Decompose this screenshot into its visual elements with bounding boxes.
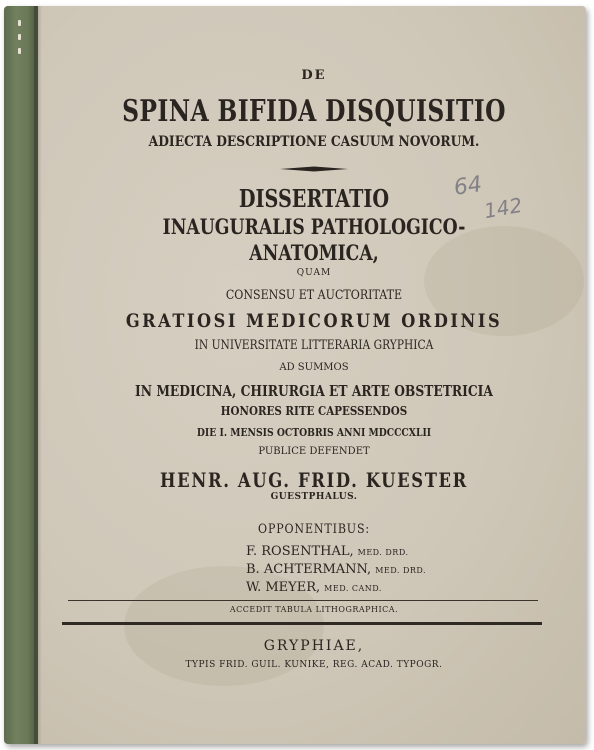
opponentibus-heading: OPPONENTIBUS: [258,522,370,537]
date-text: DIE I. MENSIS OCTOBRIS ANNI MDCCCXLII [196,426,432,439]
author-name: HENR. AUG. FRID. KUESTER [160,468,468,492]
opponent-name: B. ACHTERMANN, [246,562,372,577]
publice-text: PUBLICE DEFENDET [258,446,370,457]
opponent-degree: MED. CAND. [324,584,382,593]
subtitle: ADIECTA DESCRIPTIONE CASUUM NOVORUM. [148,134,480,150]
dissertatio-heading: DISSERTATIO [238,184,390,213]
opponent-row [246,544,409,562]
divider-rule-thick [62,622,542,625]
accedit-note: ACCEDIT TABULA LITHOGRAPHICA. [229,605,399,614]
gratiosi-heading: GRATIOSI MEDICORUM ORDINIS [125,310,503,332]
universitate-text: IN UNIVERSITATE LITTERARIA GRYPHICA [194,338,434,353]
ad-summos-text: AD SUMMOS [279,362,349,373]
spine-shadow [34,6,42,744]
imprint-place: GRYPHIAE, [263,638,365,654]
opponent-degree: MED. DRD. [375,566,427,575]
stitch-mark [18,20,21,26]
stitch-mark [18,48,21,54]
opponent-degree: MED. DRD. [357,548,409,557]
opponent-name: W. MEYER, [246,580,321,595]
heading-de: DE [301,68,327,83]
book-spine [4,6,38,744]
opponent-row [246,580,382,598]
page-text [42,6,586,744]
author-origin: GUESTPHALUS. [270,492,358,502]
stitch-mark [18,34,21,40]
handwritten-shelfmark: 142 [482,192,524,224]
main-title: SPINA BIFIDA DISQUISITIO [122,94,506,129]
consensu-text: CONSENSU ET AUCTORITATE [225,288,403,303]
inauguralis-heading: INAUGURALIS PATHOLOGICO- [162,214,466,239]
divider-ornament [280,166,348,172]
title-page [4,6,586,744]
opponent-row [246,562,426,580]
medicina-heading: IN MEDICINA, CHIRURGIA ET ARTE OBSTETRICIA [135,382,493,400]
imprint-printer: TYPIS FRID. GUIL. KUNIKE, REG. ACAD. TYPOGR. [185,660,443,670]
handwritten-shelfmark: 64 [452,172,484,201]
quam-text: QUAM [296,268,332,278]
divider-rule [68,600,538,601]
anatomica-heading: ANATOMICA, [249,240,379,265]
honores-text: HONORES RITE CAPESSENDOS [220,404,408,418]
opponent-name: F. ROSENTHAL, [246,544,354,559]
